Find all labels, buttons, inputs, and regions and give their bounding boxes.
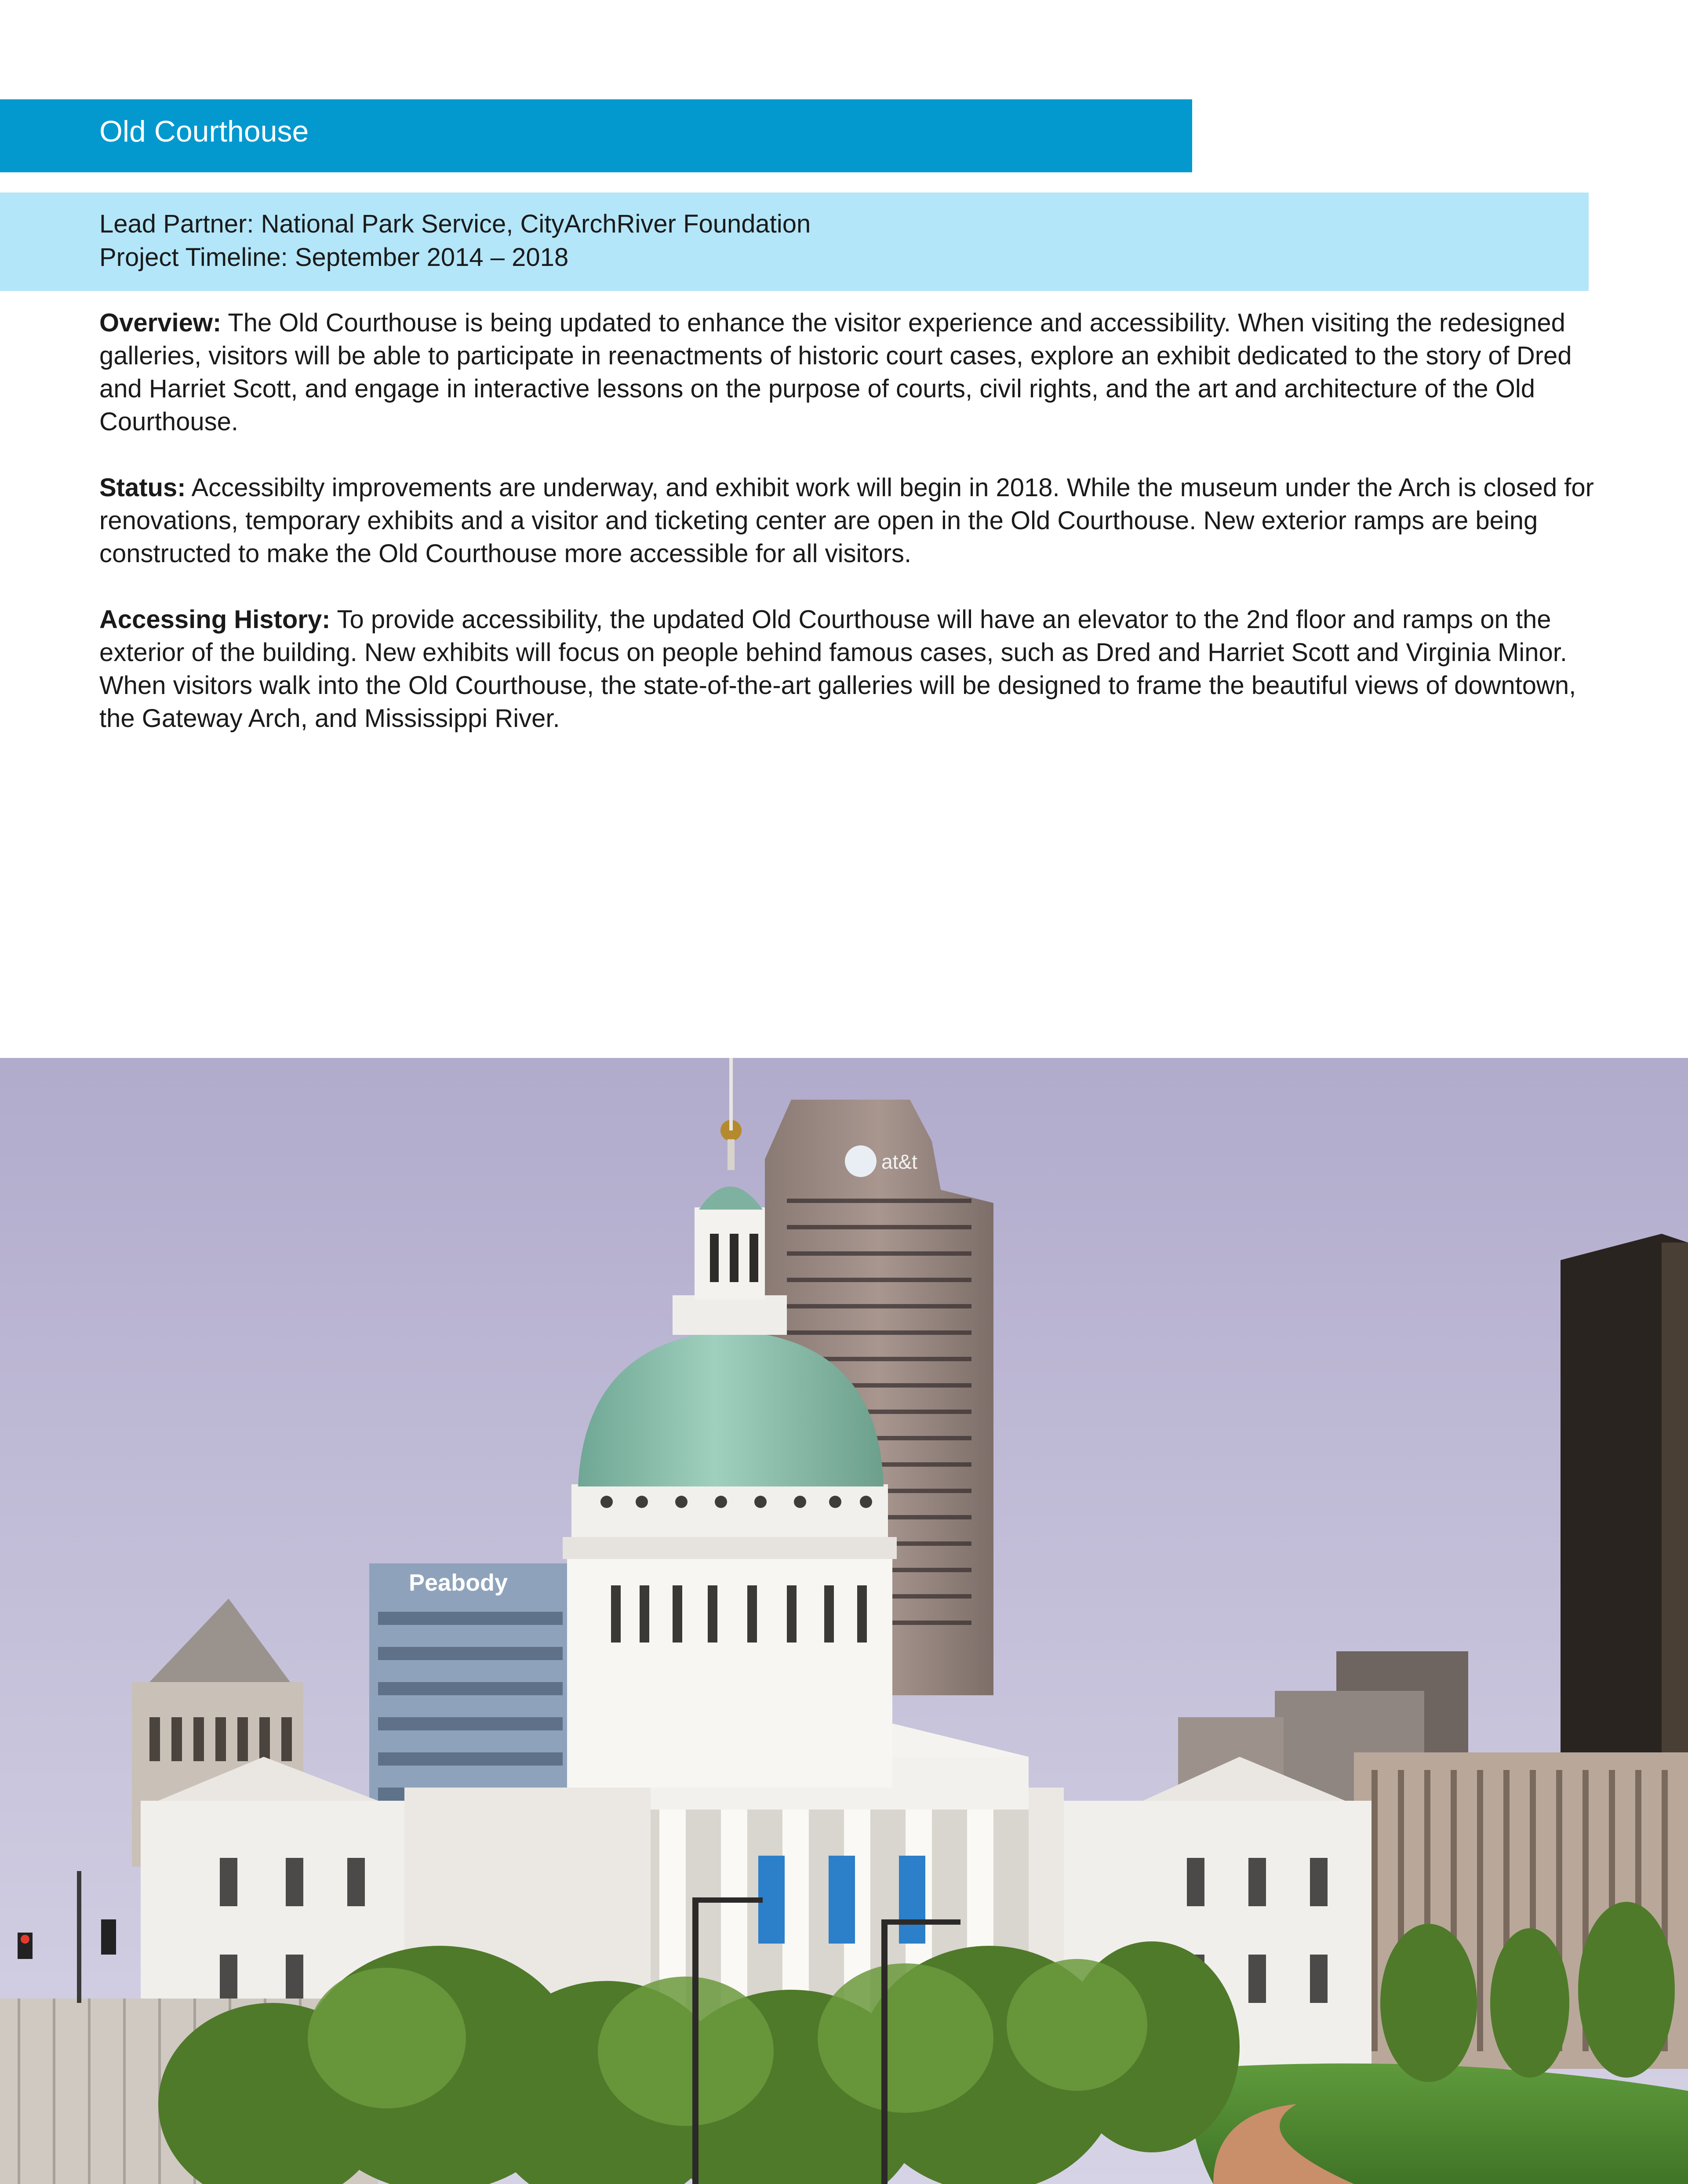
overview-text: The Old Courthouse is being updated to enhance the visitor experience and accessibility. When visiting the redesigned galleries, visitors will be able to participate in reenactments of historic court cases, explore an exhibit dedicated to the story of Dred and Harriet Scott, and engage in interactive lessons on the purpose of courts, civil rights, and the art and architecture of the Old Courthouse. [99, 309, 1572, 436]
project-info [99, 207, 811, 274]
att-globe-icon [845, 1145, 877, 1177]
att-logo-text: at&t [881, 1150, 917, 1173]
courthouse-illustration [0, 1058, 1688, 2184]
accessing-history-text: To provide accessibility, the updated Old Courthouse will have an elevator to the 2nd floor and ramps on the exterior of the building. New exhibits will focus on people behind famous cases, such as Dred and Harriet Scott and Virginia Minor. When visitors walk into the Old Courthouse, the state-of-the-art galleries will be designed to frame the beautiful views of downtown, the Gateway Arch, and Mississippi River. [99, 605, 1576, 733]
status-label: Status: [99, 473, 186, 502]
peabody-sign: Peabody [409, 1570, 508, 1596]
dark-building-right [1561, 1234, 1688, 1832]
overview-paragraph [99, 306, 1594, 438]
status-text: Accessibilty improvements are underway, and exhibit work will begin in 2018. While the museum under the Arch is closed for renovations, temporary exhibits and a visitor and ticketing center are open in the Old Courthouse. New exterior ramps are being constructed to make the Old Courthouse more accessible for all visitors. [99, 473, 1594, 568]
overview-label: Overview: [99, 309, 222, 337]
body-text [99, 306, 1594, 768]
title-bar [0, 99, 1192, 172]
accessing-history-label: Accessing History: [99, 605, 331, 634]
project-timeline: Project Timeline: September 2014 – 2018 [99, 243, 569, 272]
lead-partner: Lead Partner: National Park Service, CityArchRiver Foundation [99, 210, 811, 238]
project-info-bar [0, 193, 1589, 291]
accessing-history-paragraph [99, 603, 1594, 735]
page-title: Old Courthouse [99, 115, 309, 148]
old-courthouse-photo [0, 1058, 1688, 2184]
status-paragraph [99, 471, 1594, 570]
